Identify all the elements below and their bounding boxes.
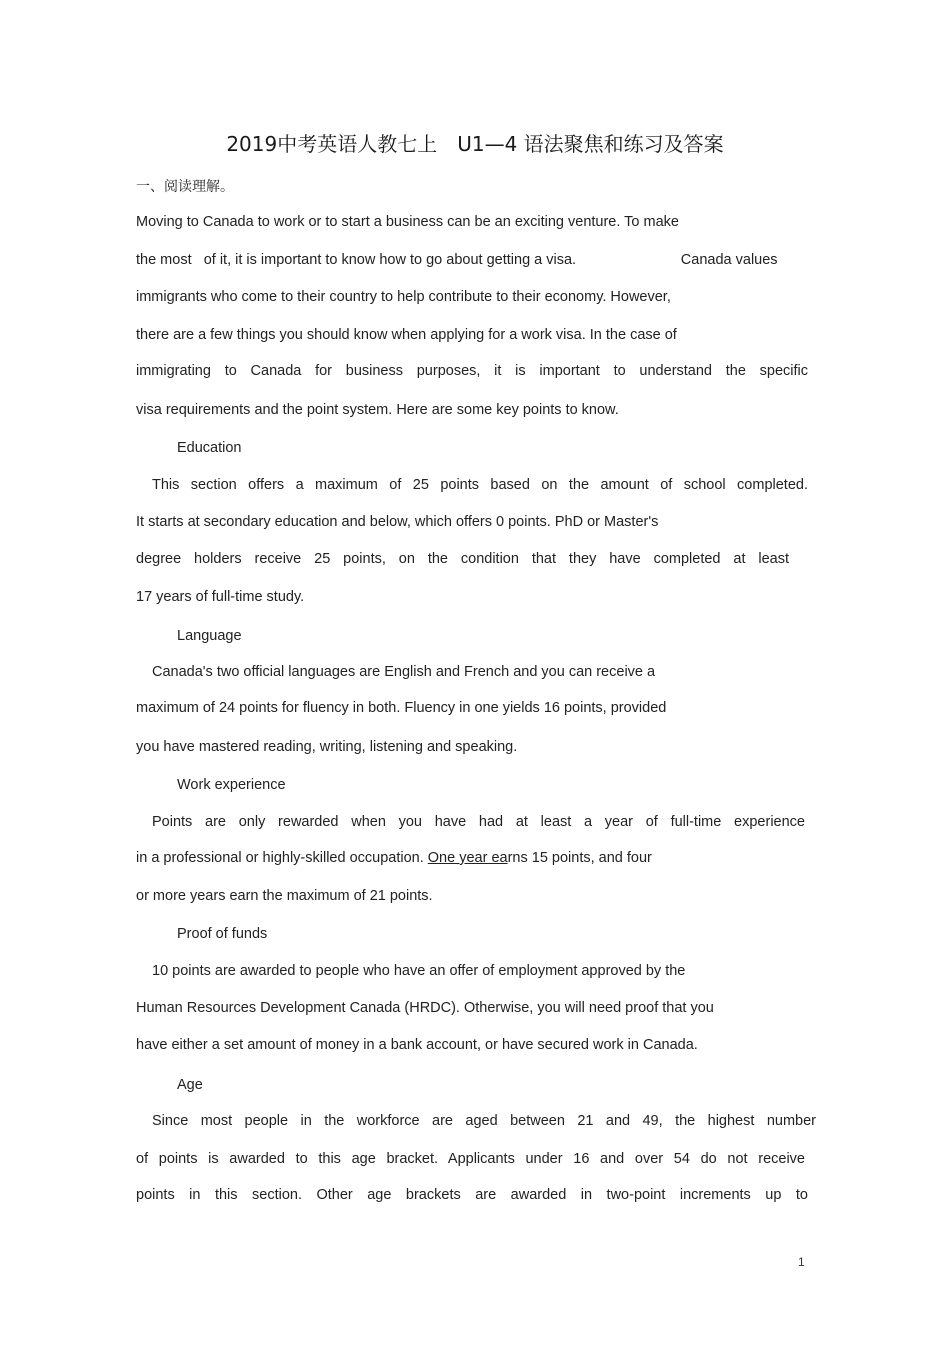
- subheading-work-experience: Work experience: [177, 777, 286, 793]
- paragraph-line: you have mastered reading, writing, listening and speaking.: [136, 739, 518, 755]
- paragraph-line: Points are only rewarded when you have had at least a year of full-time experience: [152, 814, 805, 830]
- paragraph-line: immigrating to Canada for business purposes, it is important to understand the specific: [136, 363, 808, 379]
- line-text: in a professional or highly-skilled occupation.: [136, 850, 428, 866]
- page-number: 1: [798, 1255, 805, 1269]
- line-text: rns 15 points, and four: [507, 850, 652, 866]
- underlined-phrase: One year ea: [427, 850, 508, 866]
- paragraph-line: or more years earn the maximum of 21 points.: [136, 888, 433, 904]
- section-heading: 一、阅读理解。: [136, 179, 234, 195]
- paragraph-line: 10 points are awarded to people who have an offer of employment approved by the: [152, 963, 686, 979]
- paragraph-line: immigrants who come to their country to help contribute to their economy. However,: [136, 289, 671, 305]
- paragraph-line: Human Resources Development Canada (HRDC). Otherwise, you will need proof that you: [136, 1000, 714, 1016]
- paragraph-line: Moving to Canada to work or to start a business can be an exciting venture. To make: [136, 214, 679, 230]
- document-title: 2019中考英语人教七上 U1—4 语法聚焦和练习及答案: [226, 132, 724, 156]
- paragraph-line: [136, 850, 652, 866]
- paragraph-line: points in this section. Other age brackets are awarded in two-point increments up to: [136, 1187, 808, 1203]
- paragraph-line: Canada's two official languages are English and French and you can receive a: [152, 664, 656, 680]
- paragraph-line: degree holders receive 25 points, on the condition that they have completed at least: [136, 551, 789, 567]
- paragraph-line: there are a few things you should know when applying for a work visa. In the case of: [136, 327, 677, 343]
- paragraph-line: This section offers a maximum of 25 points based on the amount of school completed.: [152, 477, 808, 493]
- subheading-language: Language: [177, 628, 242, 644]
- paragraph-line: the most of it, it is important to know how to go about getting a visa. Canada values: [136, 252, 778, 268]
- paragraph-line: 17 years of full-time study.: [136, 589, 305, 605]
- subheading-education: Education: [177, 440, 242, 456]
- subheading-proof-of-funds: Proof of funds: [177, 926, 268, 942]
- paragraph-line: of points is awarded to this age bracket. Applicants under 16 and over 54 do not receive: [136, 1151, 805, 1167]
- subheading-age: Age: [177, 1077, 203, 1093]
- paragraph-line: have either a set amount of money in a bank account, or have secured work in Canada.: [136, 1037, 698, 1053]
- paragraph-line: maximum of 24 points for fluency in both. Fluency in one yields 16 points, provided: [136, 700, 667, 716]
- paragraph-line: Since most people in the workforce are aged between 21 and 49, the highest number: [152, 1113, 816, 1129]
- paragraph-line: It starts at secondary education and below, which offers 0 points. PhD or Master's: [136, 514, 659, 530]
- paragraph-line: visa requirements and the point system. Here are some key points to know.: [136, 402, 619, 418]
